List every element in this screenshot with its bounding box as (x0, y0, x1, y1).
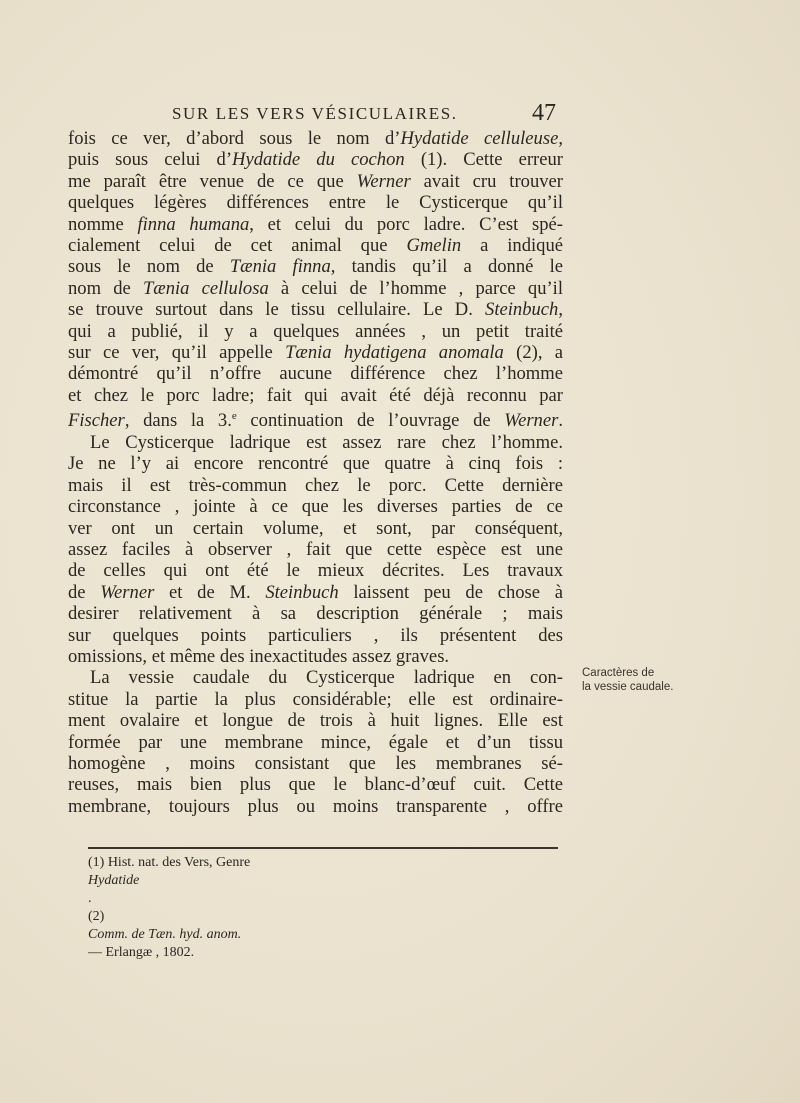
text-line: démontré qu’il n’offre aucune différence chez l’homme (68, 363, 563, 385)
footnote-divider (88, 847, 558, 849)
text-line: mais il est très-commun chez le porc. Cette dernière (68, 474, 563, 496)
text-line: assez faciles à observer , fait que cette espèce est une (68, 538, 563, 560)
text-line: ment ovalaire et longue de trois à huit lignes. Elle est (68, 710, 563, 732)
paragraph-start-line: Le Cysticerque ladrique est assez rare chez l’homme. (90, 431, 563, 453)
text-line: sous le nom de Tænia finna, tandis qu’il a donné le (68, 256, 563, 278)
text-line: sur quelques points particuliers , ils présentent des (68, 624, 563, 646)
body-text (68, 128, 563, 817)
text-line: sur ce ver, qu’il appelle Tænia hydatigena anomala (2), a (68, 342, 564, 364)
text-line: nomme finna humana, et celui du porc ladre. C’est spé- (68, 213, 563, 235)
text-line: cialement celui de cet animal que Gmelin a indiqué (68, 235, 563, 257)
text-line: fois ce ver, d’abord sous le nom d’Hydatide celluleuse, (68, 128, 563, 149)
paragraph-start-line: La vessie caudale du Cysticerque ladrique en con- (90, 667, 563, 689)
text-line: homogène , moins consistant que les membranes sé- (68, 752, 563, 774)
text-line: quelques légères différences entre le Cysticerque qu’il (68, 192, 563, 214)
text-line: nom de Tænia cellulosa à celui de l’homme , parce qu’il (68, 277, 564, 299)
paragraph-end-line: omissions, et même des inexactitudes assez graves. (68, 645, 450, 667)
text-line: desirer relativement à sa description générale ; mais (68, 603, 563, 625)
text-line: puis sous celui d’Hydatide du cochon (1). Cette erreur (68, 149, 563, 171)
text-line: stitue la partie la plus considérable; elle est ordinaire- (68, 688, 563, 710)
margin-note-line: Caractères de (582, 667, 655, 679)
text-line: qui a publié, il y a quelques années , un petit traité (68, 320, 563, 342)
text-line: ver ont un certain volume, et sont, par conséquent, (68, 517, 563, 539)
footnote-1: (1) Hist. nat. des Vers, Genre Hydatide . (88, 855, 251, 906)
text-line: circonstance , jointe à ce que les diverses parties de ce (68, 496, 563, 518)
text-line: et chez le porc ladre; fait qui avait été déjà reconnu par (68, 384, 563, 406)
margin-note (582, 666, 702, 694)
text-line: se trouve surtout dans le tissu cellulaire. Le D. Steinbuch, (68, 299, 563, 321)
text-line: de celles qui ont été le mieux décrites. Les travaux (68, 560, 563, 582)
text-line: Je ne l’y ai encore rencontré que quatre à cinq fois : (68, 453, 563, 475)
text-line: reuses, mais bien plus que le blanc-d’œuf cuit. Cette (68, 774, 563, 796)
text-line: formée par une membrane mince, égale et d’un tissu (68, 731, 563, 753)
footnotes (88, 854, 558, 962)
text-line: Fischer, dans la 3.$^e$ continuation de l’ouvrage de Werner. (68, 410, 563, 432)
running-title: SUR LES VERS VÉSICULAIRES. (172, 104, 458, 123)
page-header (62, 100, 572, 130)
text-line: membrane, toujours plus ou moins transparente , offre (68, 795, 563, 817)
text-line: me paraît être venue de ce que Werner avait cru trouver (68, 170, 564, 192)
footnote-2: (2) Comm. de Tæn. hyd. anom. — Erlangæ , 1802. (88, 909, 242, 960)
text-line: de Werner et de M. Steinbuch laissent peu de chose à (68, 581, 563, 603)
page-number: 47 (532, 100, 556, 126)
margin-note-line: la vessie caudale. (582, 681, 674, 693)
